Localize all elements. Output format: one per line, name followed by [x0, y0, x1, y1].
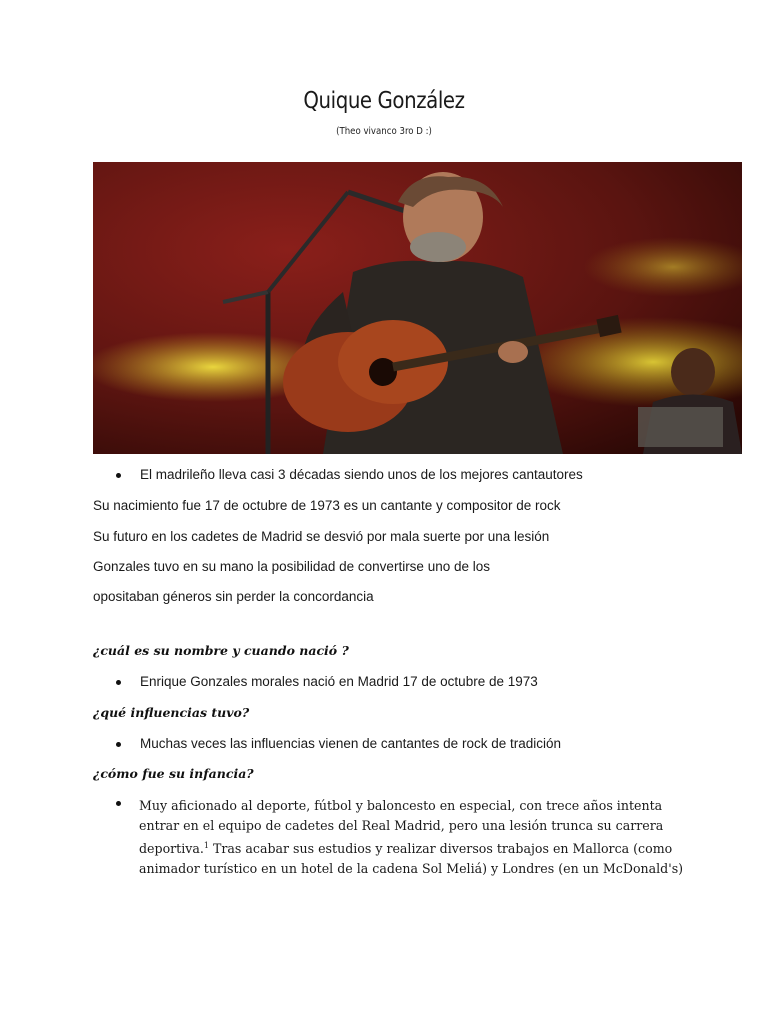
footnote-marker[interactable]: 1 [203, 841, 209, 850]
infancia-paragraph [139, 796, 684, 879]
infancia-text-part2: Tras acabar sus estudios y realizar diversos trabajos en Mallorca (como animador turístico en un hotel de la cadena Sol Meliá) y Londres (en un McDonald's) [139, 841, 684, 877]
bullet-icon [116, 473, 121, 478]
concert-photo-icon [93, 162, 742, 454]
section-answer: Enrique Gonzales morales nació en Madrid 17 de octubre de 1973 [140, 674, 538, 689]
section-question: ¿cómo fue su infancia? [93, 766, 254, 781]
body-line: Gonzales tuvo en su mano la posibilidad de convertirse uno de los [93, 559, 490, 574]
intro-bullet-text: El madrileño lleva casi 3 décadas siendo unos de los mejores cantautores [140, 467, 583, 482]
bullet-icon [116, 801, 121, 806]
section-answer: Muchas veces las influencias vienen de cantantes de rock de tradición [140, 736, 561, 751]
page-title: Quique González [303, 88, 465, 114]
bullet-icon [116, 680, 121, 685]
body-line: Su nacimiento fue 17 de octubre de 1973 es un cantante y compositor de rock [93, 498, 561, 513]
section-question: ¿qué influencias tuvo? [93, 705, 250, 720]
bullet-icon [116, 742, 121, 747]
body-line: Su futuro en los cadetes de Madrid se desvió por mala suerte por una lesión [93, 529, 550, 544]
section-question: ¿cuál es su nombre y cuando nació ? [93, 643, 349, 658]
concert-photo [93, 162, 742, 454]
body-line: opositaban géneros sin perder la concordancia [93, 589, 374, 604]
page-subtitle: (Theo vivanco 3ro D :) [336, 126, 432, 137]
infancia-text-part1: Muy aficionado al deporte, fútbol y baloncesto en especial, con trece años intenta entrar en el equipo de cadetes del Real Madrid, pero una lesión trunca su carrera deportiva. [139, 798, 664, 857]
